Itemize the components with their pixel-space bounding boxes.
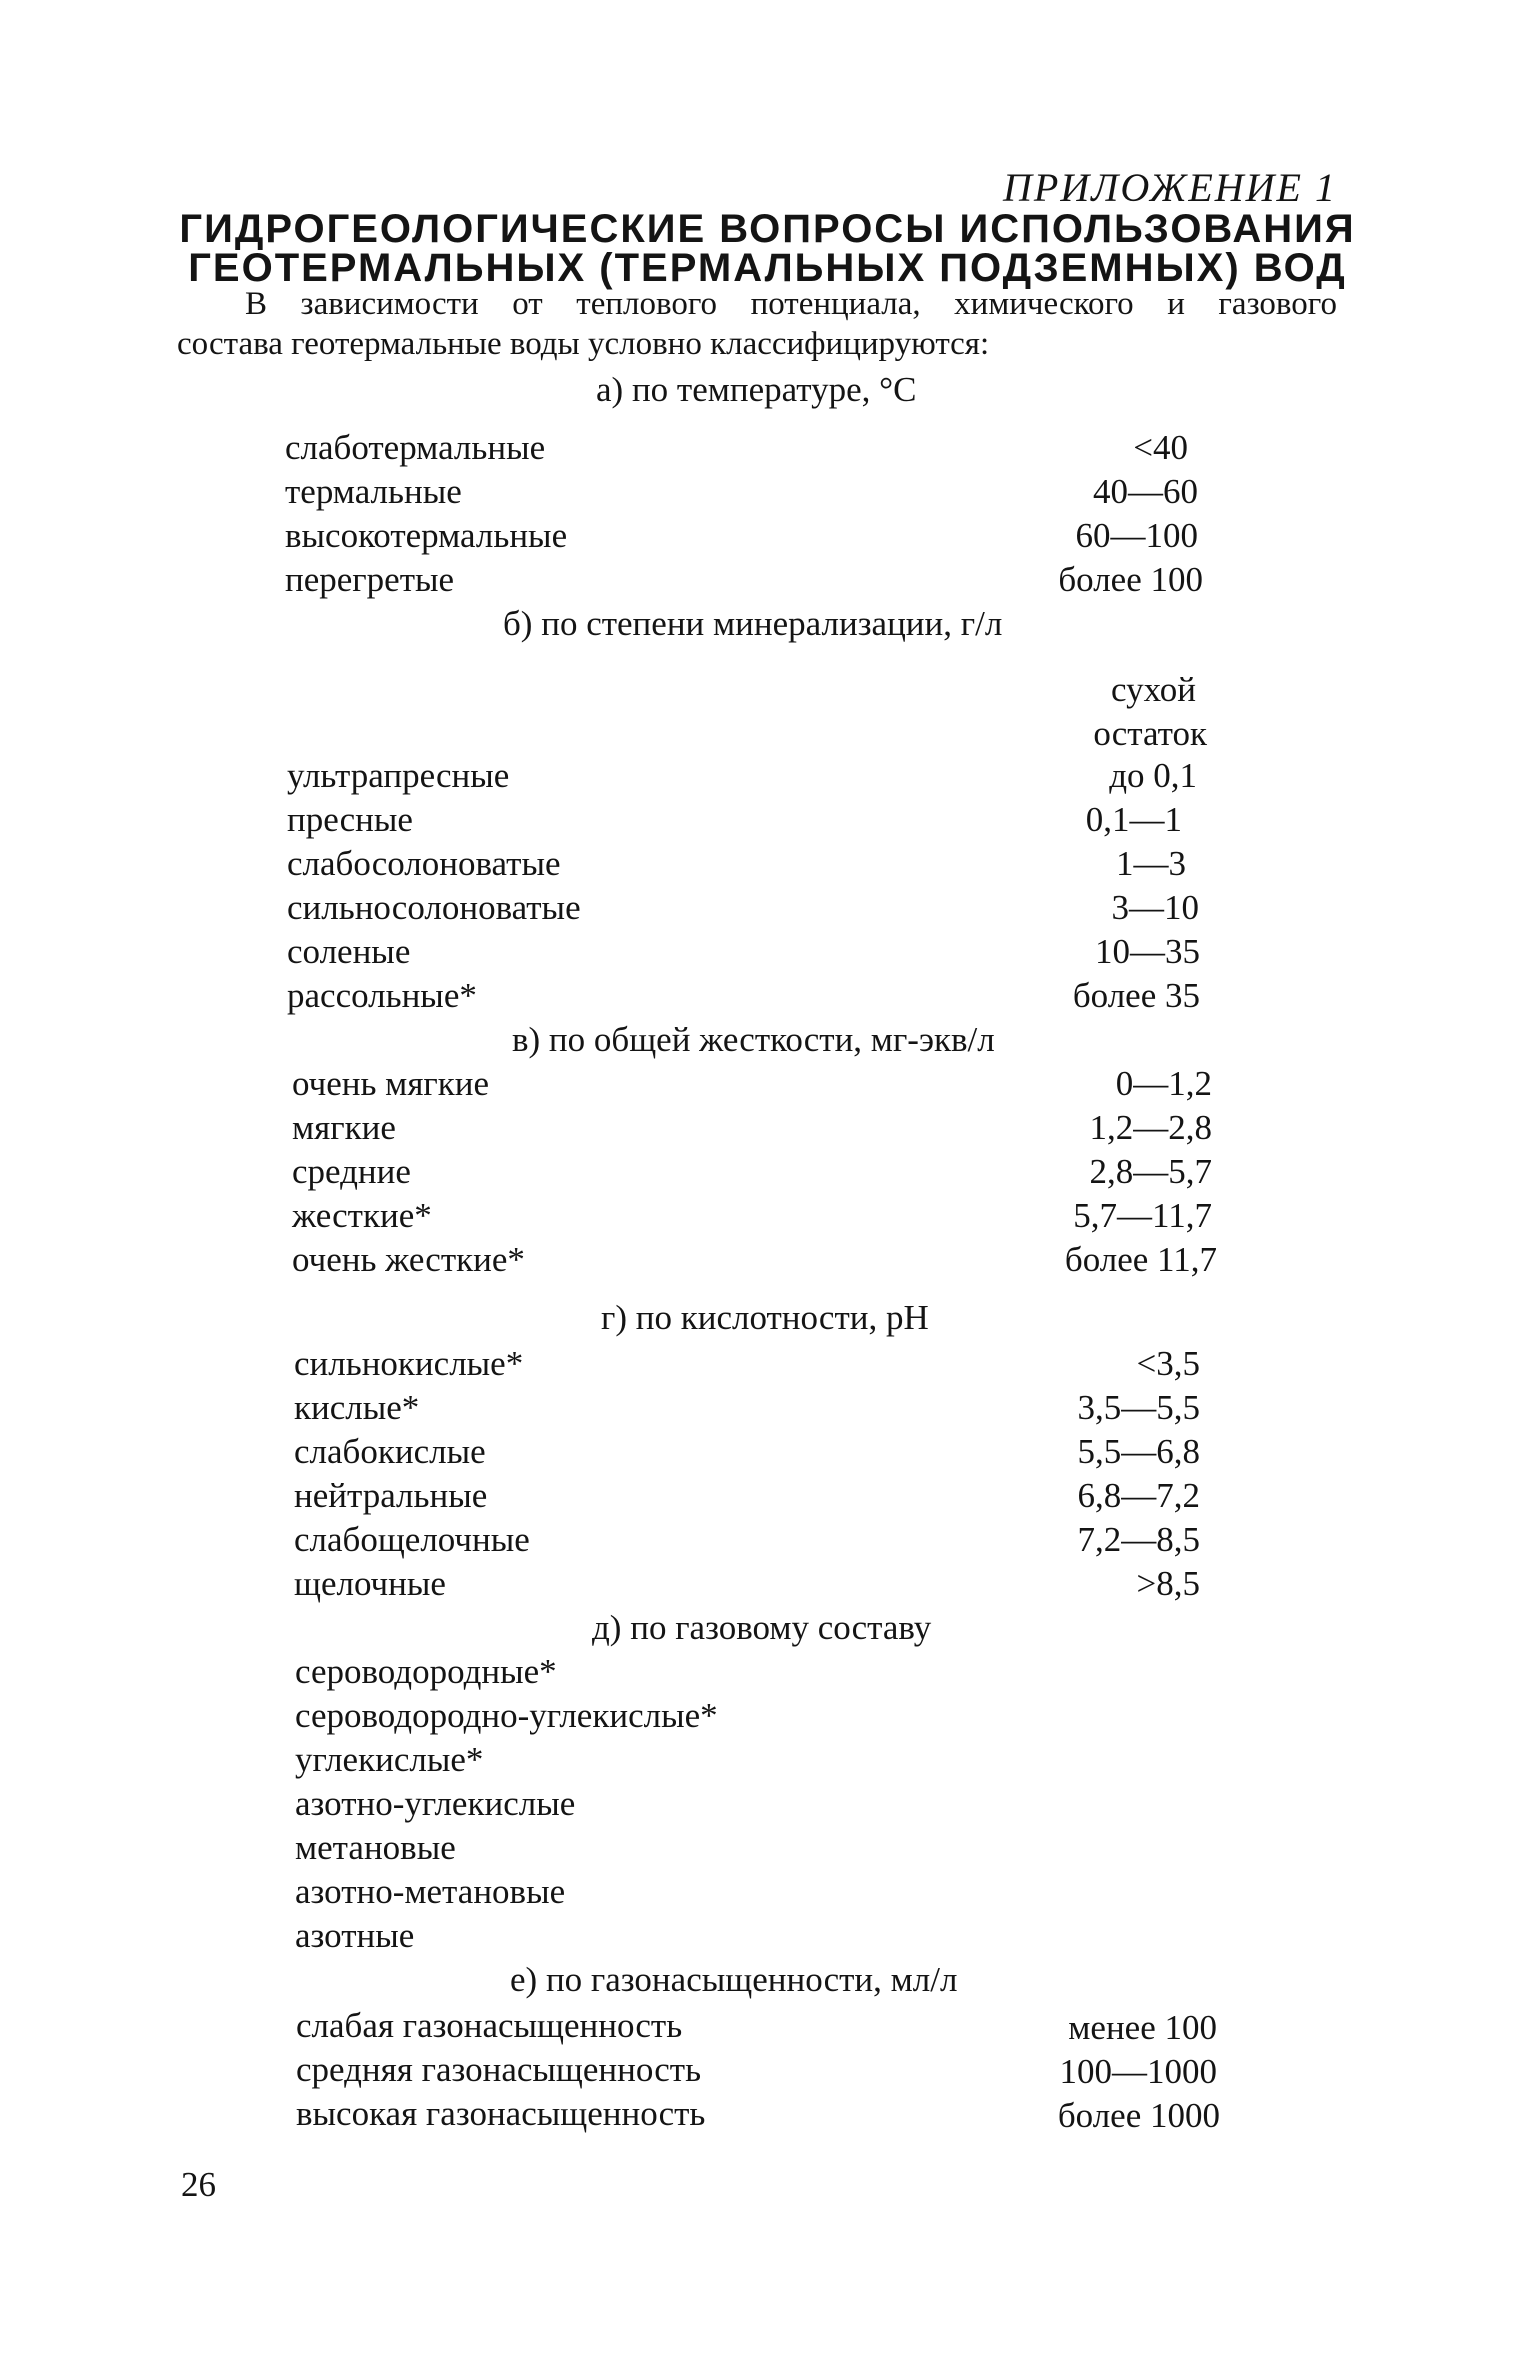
row-name: очень жесткие* xyxy=(292,1240,525,1279)
row-value: более 1000 xyxy=(1057,2096,1220,2135)
page-number: 26 xyxy=(181,2165,216,2204)
intro-line-1: В зависимости от теплового потенциала, химического и газового xyxy=(245,286,1337,322)
row-value: до 0,1 xyxy=(1109,756,1197,795)
row-name: азотные xyxy=(295,1916,415,1955)
row-value: менее 100 xyxy=(1068,2008,1217,2047)
row-value: более 35 xyxy=(1072,976,1200,1015)
row-value: 1,2—2,8 xyxy=(1089,1108,1212,1147)
row-name: азотно-углекислые xyxy=(295,1784,576,1823)
row-name: соленые xyxy=(287,932,411,971)
section-title-mineralization: б) по степени минерализации, г/л xyxy=(503,604,1003,643)
row-name: слабосолоноватые xyxy=(287,844,561,883)
row-value: 0,1—1 xyxy=(1085,800,1182,839)
row-value: 40—60 xyxy=(1093,472,1198,511)
appendix-label: ПРИЛОЖЕНИЕ 1 xyxy=(1003,165,1337,210)
page-title-line-2: ГЕОТЕРМАЛЬНЫХ (ТЕРМАЛЬНЫХ ПОДЗЕМНЫХ) ВОД xyxy=(188,246,1347,290)
row-name: сильносолоноватые xyxy=(287,888,581,927)
row-value: 5,7—11,7 xyxy=(1073,1196,1212,1235)
row-name: жесткие* xyxy=(292,1196,432,1235)
row-value: 100—1000 xyxy=(1059,2052,1217,2091)
row-value: 0—1,2 xyxy=(1115,1064,1212,1103)
row-name: углекислые* xyxy=(295,1740,484,1779)
row-name: средняя газонасыщенность xyxy=(296,2050,702,2089)
section-title-temperature: а) по температуре, °С xyxy=(596,370,917,409)
row-value: <40 xyxy=(1133,428,1188,467)
row-value: 1—3 xyxy=(1116,844,1186,883)
row-value: 5,5—6,8 xyxy=(1077,1432,1200,1471)
column-header-dry-residue-line-2: остаток xyxy=(1093,714,1207,753)
row-name: щелочные xyxy=(294,1564,446,1603)
row-name: нейтральные xyxy=(294,1476,488,1515)
row-name: перегретые xyxy=(285,560,455,599)
row-name: рассольные* xyxy=(287,976,477,1015)
row-name: средние xyxy=(292,1152,411,1191)
row-name: сероводородно-углекислые* xyxy=(295,1696,718,1735)
row-name: слабокислые xyxy=(294,1432,486,1471)
row-name: высокотермальные xyxy=(285,516,568,555)
intro-paragraph xyxy=(177,284,1337,364)
row-name: очень мягкие xyxy=(292,1064,490,1103)
row-name: термальные xyxy=(285,472,462,511)
row-value: 10—35 xyxy=(1095,932,1200,971)
row-name: метановые xyxy=(295,1828,456,1867)
section-title-gas-composition: д) по газовому составу xyxy=(592,1608,932,1647)
row-name: слаботермальные xyxy=(285,428,546,467)
row-value: 6,8—7,2 xyxy=(1077,1476,1200,1515)
row-name: кислые* xyxy=(294,1388,420,1427)
row-name: ультрапресные xyxy=(287,756,510,795)
row-name: высокая газонасыщенность xyxy=(296,2094,706,2133)
column-header-dry-residue-line-1: сухой xyxy=(1111,670,1196,709)
row-name: пресные xyxy=(287,800,413,839)
row-value: <3,5 xyxy=(1136,1344,1200,1383)
row-name: сероводородные* xyxy=(295,1652,557,1691)
row-value: 60—100 xyxy=(1075,516,1198,555)
row-value: более 100 xyxy=(1058,560,1203,599)
row-name: азотно-метановые xyxy=(295,1872,566,1911)
row-value: 3—10 xyxy=(1111,888,1199,927)
row-value: >8,5 xyxy=(1136,1564,1200,1603)
row-name: мягкие xyxy=(292,1108,396,1147)
intro-line-2: состава геотермальные воды условно классифицируются: xyxy=(177,326,990,362)
row-name: сильнокислые* xyxy=(294,1344,524,1383)
row-value: 3,5—5,5 xyxy=(1077,1388,1200,1427)
section-title-acidity: г) по кислотности, pH xyxy=(601,1298,929,1337)
section-title-hardness: в) по общей жесткости, мг-экв/л xyxy=(512,1020,995,1059)
row-name: слабощелочные xyxy=(294,1520,530,1559)
row-value: более 11,7 xyxy=(1064,1240,1217,1279)
section-title-gas-saturation: е) по газонасыщенности, мл/л xyxy=(510,1960,958,1999)
row-value: 7,2—8,5 xyxy=(1077,1520,1200,1559)
page-title-line-1: ГИДРОГЕОЛОГИЧЕСКИЕ ВОПРОСЫ ИСПОЛЬЗОВАНИЯ xyxy=(179,207,1356,251)
row-value: 2,8—5,7 xyxy=(1089,1152,1212,1191)
row-name: слабая газонасыщенность xyxy=(296,2006,683,2045)
